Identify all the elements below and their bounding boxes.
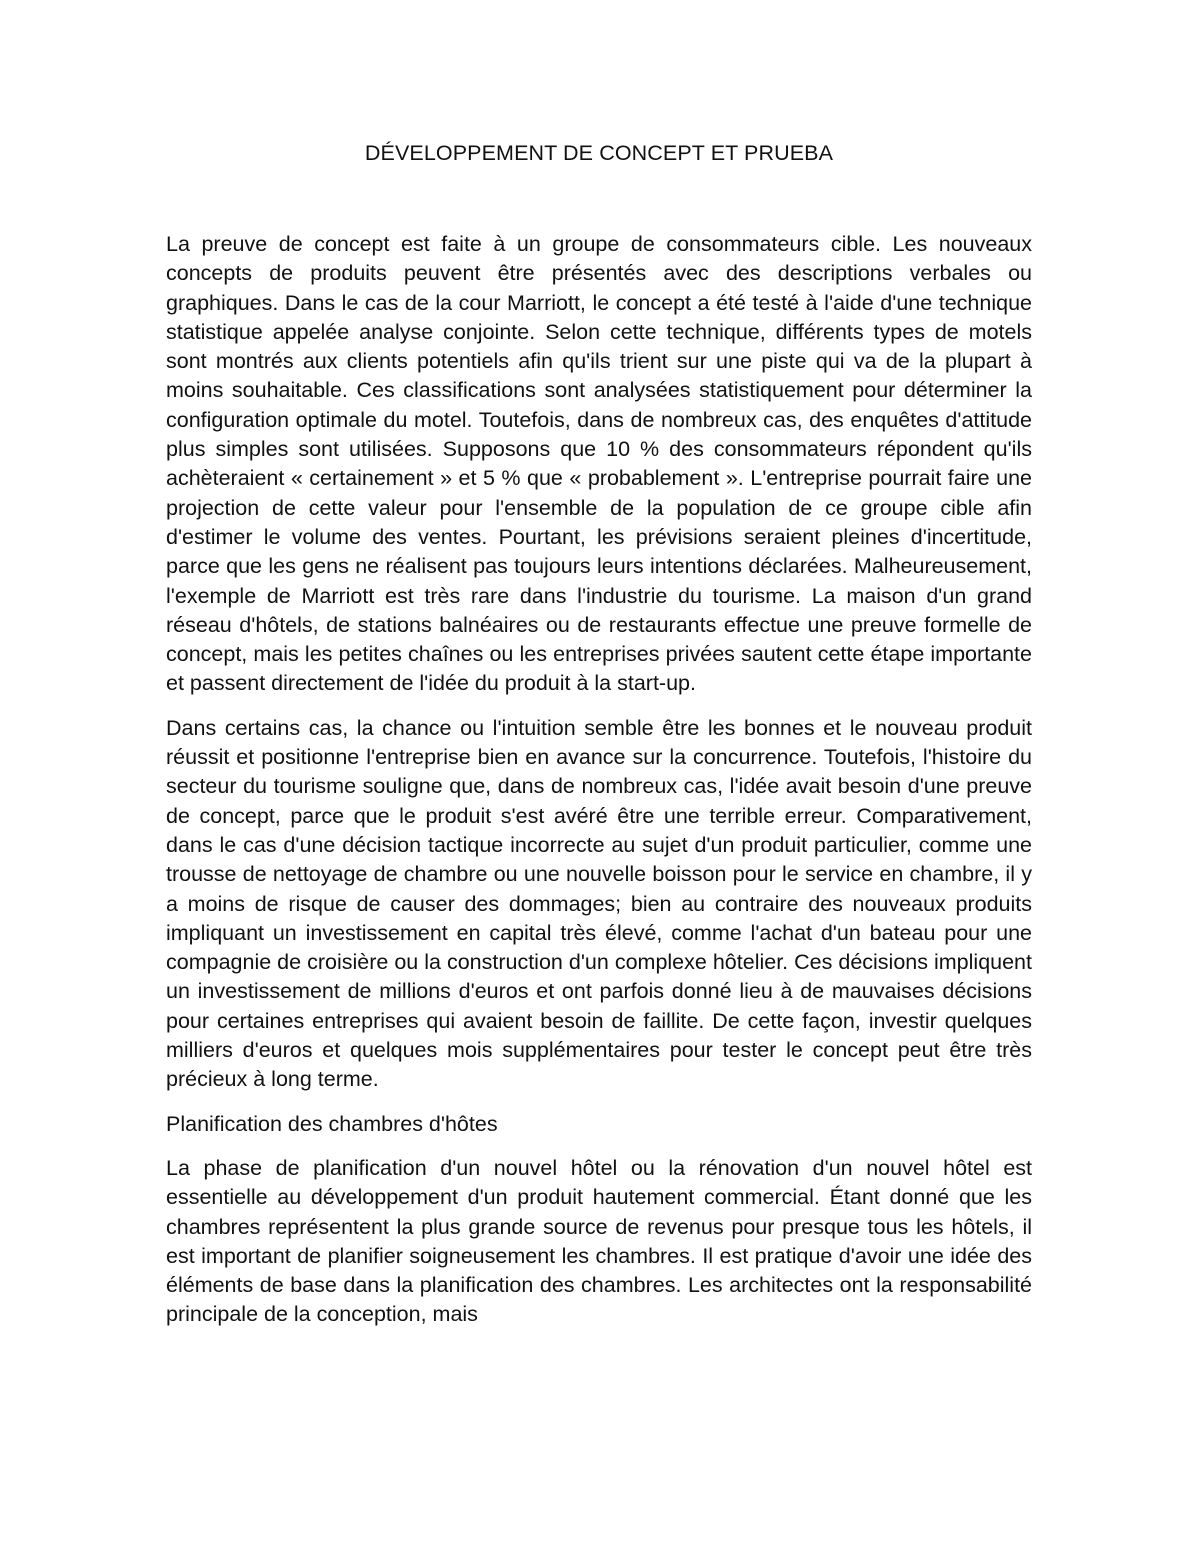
document-page: [166, 138, 1032, 1330]
paragraph-concept-proof: La preuve de concept est faite à un groupe de consommateurs cible. Les nouveaux concepts de produits peuvent être présentés avec des descriptions verbales ou graphiques. Dans le cas de la cour Marriott, le concept a été testé à l'aide d'une technique statistique appelée analyse conjointe. Selon cette technique, différents types de motels sont montrés aux clients potentiels afin qu'ils trient sur une piste qui va de la plupart à moins souhaitable. Ces classifications sont analysées statistiquement pour déterminer la configuration optimale du motel. Toutefois, dans de nombreux cas, des enquêtes d'attitude plus simples sont utilisées. Supposons que 10 % des consommateurs répondent qu'ils achèteraient « certainement » et 5 % que « probablement ». L'entreprise pourrait faire une projection de cette valeur pour l'ensemble de la population de ce groupe cible afin d'estimer le volume des ventes. Pourtant, les prévisions seraient pleines d'incertitude, parce que les gens ne réalisent pas toujours leurs intentions déclarées. Malheureusement, l'exemple de Marriott est très rare dans l'industrie du tourisme. La maison d'un grand réseau d'hôtels, de stations balnéaires ou de restaurants effectue une preuve formelle de concept, mais les petites chaînes ou les entreprises privées sautent cette étape importante et passent directement de l'idée du produit à la start-up.: [166, 232, 1032, 696]
paragraph-risk-comparison: Dans certains cas, la chance ou l'intuition semble être les bonnes et le nouveau produit réussit et positionne l'entreprise bien en avance sur la concurrence. Toutefois, l'histoire du secteur du tourisme souligne que, dans de nombreux cas, l'idée avait besoin d'une preuve de concept, parce que le produit s'est avéré être une terrible erreur. Comparativement, dans le cas d'une décision tactique incorrecte au sujet d'un produit particulier, comme une trousse de nettoyage de chambre ou une nouvelle boisson pour le service en chambre, il y a moins de risque de causer des dommages; bien au contraire des nouveaux produits impliquant un investissement en capital très élevé, comme l'achat d'un bateau pour une compagnie de croisière ou la construction d'un complexe hôtelier. Ces décisions impliquent un investissement de millions d'euros et ont parfois donné lieu à de mauvaises décisions pour certaines entreprises qui avaient besoin de faillite. De cette façon, investir quelques milliers d'euros et quelques mois supplémentaires pour tester le concept peut être très précieux à long terme.: [166, 715, 1032, 1092]
paragraph-room-planning: La phase de planification d'un nouvel hôtel ou la rénovation d'un nouvel hôtel est essentielle au développement d'un produit hautement commercial. Étant donné que les chambres représentent la plus grande source de revenus pour presque tous les hôtels, il est important de planifier soigneusement les chambres. Il est pratique d'avoir une idée des éléments de base dans la planification des chambres. Les architectes ont la responsabilité principale de la conception, mais: [166, 1155, 1032, 1327]
document-title: DÉVELOPPEMENT DE CONCEPT ET PRUEBA: [364, 141, 834, 165]
section-heading-room-planning: Planification des chambres d'hôtes: [166, 1111, 498, 1136]
